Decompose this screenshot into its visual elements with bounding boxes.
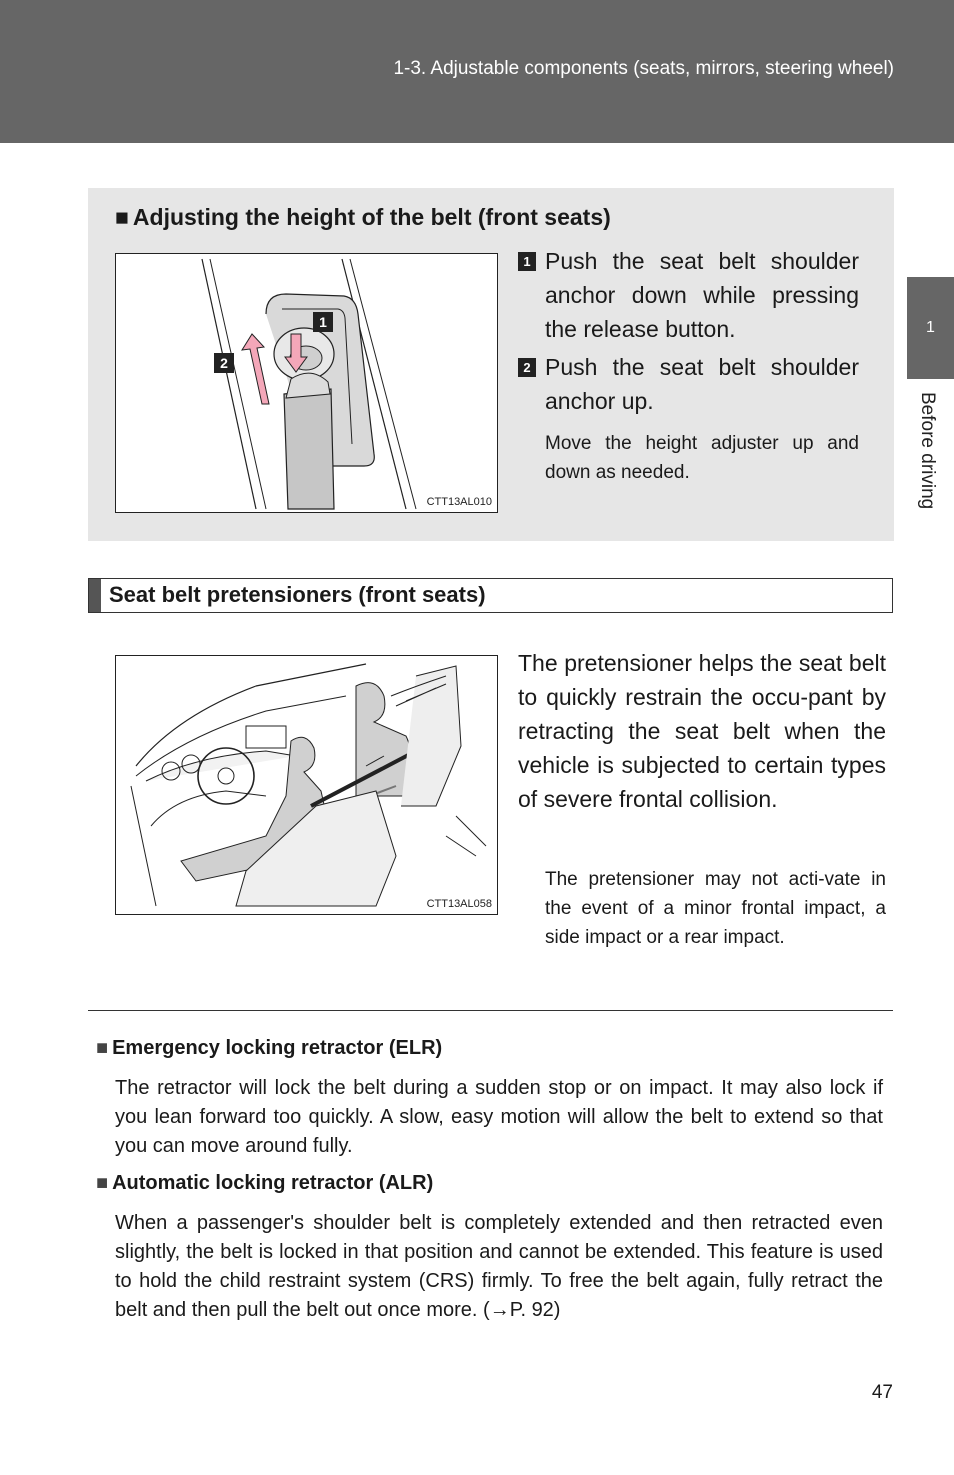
alr-heading-text: Automatic locking retractor (ALR)	[112, 1172, 434, 1194]
belt-anchor-drawing	[116, 254, 497, 512]
car-interior-drawing	[116, 656, 497, 914]
chapter-label: Before driving	[917, 392, 938, 510]
belt-height-heading	[115, 204, 611, 231]
figure-code: CTT13AL058	[426, 898, 492, 910]
step-1	[518, 244, 859, 346]
divider	[88, 1010, 893, 1011]
step-2	[518, 350, 859, 418]
callout-2-label: 2	[220, 355, 228, 371]
elr-text: The retractor will lock the belt during a sudden stop or on impact. It may also lock if you lean forward too quickly. A slow, easy motion will allow the belt to extend so that you can move around fully.	[115, 1077, 883, 1157]
alr-text: When a passenger's shoulder belt is completely extended and then retracted even slightly, the belt is locked in that position and cannot be extended. This feature is used to hold the child restraint system (CRS) firmly. To free the belt again, fully retract the belt and then pull the belt out once more. (→P. 92)	[115, 1212, 883, 1321]
elr-heading-text: Emergency locking retractor (ELR)	[112, 1037, 443, 1059]
alr-marker: ■	[96, 1172, 109, 1194]
chapter-number: 1	[926, 319, 935, 336]
alr-heading	[96, 1172, 433, 1195]
pretensioners-heading-text: Seat belt pretensioners (front seats)	[109, 582, 486, 607]
figure-code: CTT13AL010	[426, 496, 492, 508]
step-2-text: Push the seat belt shoulder anchor up.	[545, 354, 859, 414]
pretensioner-description: The pretensioner helps the seat belt to quickly restrain the occu-pant by retracting the seat belt when the vehicle is subjected to certain types of severe frontal collision.	[518, 650, 886, 812]
pretensioner-illustration	[115, 655, 498, 915]
height-adjuster-note: Move the height adjuster up and down as needed.	[545, 433, 859, 483]
step-1-text: Push the seat belt shoulder anchor down while pressing the release button.	[545, 248, 859, 342]
elr-marker: ■	[96, 1037, 109, 1059]
heading-marker: ■	[115, 204, 129, 230]
step-2-number: 2	[518, 358, 536, 377]
pretensioners-heading	[88, 578, 893, 613]
callout-1-label: 1	[319, 314, 327, 330]
elr-heading	[96, 1037, 442, 1060]
step-1-number: 1	[518, 252, 536, 271]
section-title: 1-3. Adjustable components (seats, mirrors, steering wheel)	[393, 58, 894, 79]
page-header	[0, 0, 954, 143]
belt-height-heading-text: Adjusting the height of the belt (front seats)	[132, 204, 611, 230]
page-number: 47	[871, 1382, 893, 1403]
chapter-tab	[907, 277, 954, 379]
heading-bar	[89, 579, 101, 612]
belt-anchor-illustration	[115, 253, 498, 513]
pretensioner-note: The pretensioner may not acti-vate in the event of a minor frontal impact, a side impact or a rear impact.	[545, 869, 886, 948]
